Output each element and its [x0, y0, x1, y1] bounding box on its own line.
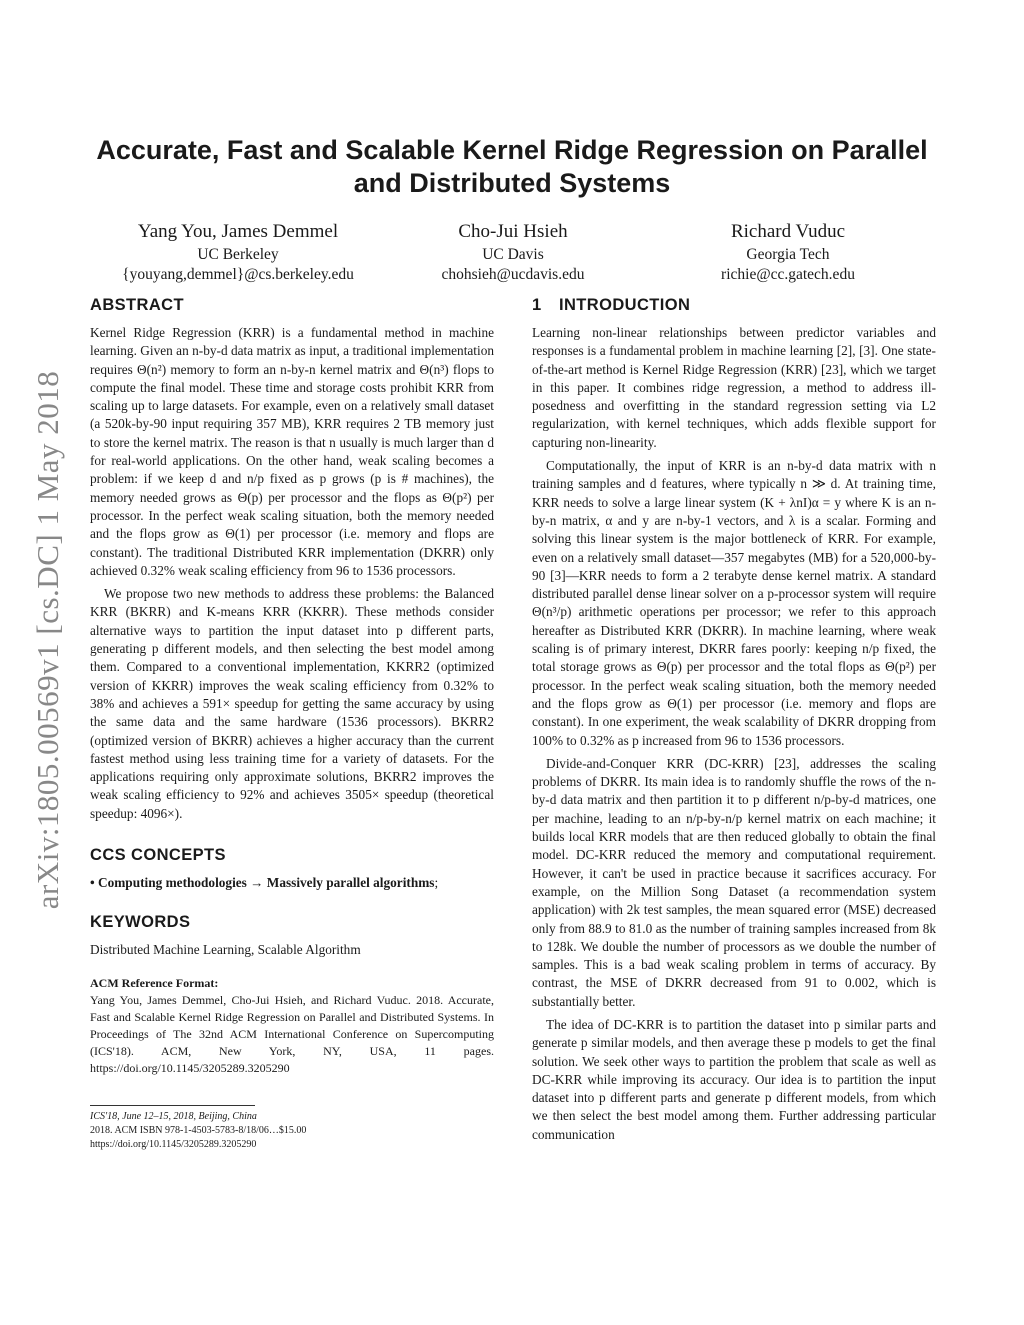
ccs-concept-text: • Computing methodologies → Massively parallel algorithms [90, 875, 435, 891]
section-title: INTRODUCTION [559, 296, 691, 314]
ccs-concepts [90, 874, 494, 892]
intro-paragraph: The idea of DC-KRR is to partition the dataset into p similar parts and generate p similar models, and then average these p models to get the final solution. We seek other ways to partition the problem that scale as well as DC-KRR while improving its accuracy. Our idea is to partition the input dataset into p different parts and generate p different models, from which we then select the best model among them. Further addressing particular communication [532, 1016, 936, 1142]
left-column [90, 295, 494, 1152]
abstract-paragraph: We propose two new methods to address these problems: the Balanced KRR (BKRR) and K-means KRR (KKRR). These methods consider alternative ways to partition the input dataset into p different parts, generating p different models, and then selecting the best model among them. Compared to a conventional implementation, KKRR2 (optimized version of KKRR) improves the weak scaling efficiency from 0.32% to 38% and achieves a 591× speedup for getting the same accuracy by using the same data and the same hardware (1536 processors). BKRR2 (optimized version of BKRR) achieves a higher accuracy than the current fastest method using less training time for a variety of datasets. For the applications requiring only approximate solutions, BKRR2 improves the weak scaling efficiency to 92% and achieves 3505× speedup (theoretical speedup: 4096×). [90, 586, 494, 821]
paper-title [80, 134, 944, 200]
author-email: richie@cc.gatech.edu [721, 266, 855, 283]
author-name: Yang You, James Demmel [137, 221, 339, 242]
section-number: 1 [532, 296, 542, 314]
author-name: Cho-Jui Hsieh [458, 221, 568, 242]
footnote-isbn: 2018. ACM ISBN 978-1-4503-5783-8/18/06…$15.00 [90, 1124, 307, 1136]
author-email: {youyang,demmel}@cs.berkeley.edu [122, 266, 354, 283]
author-name: Richard Vuduc [730, 221, 846, 242]
intro-paragraph: Computationally, the input of KRR is an n-by-d data matrix with n training samples and d features, where typically n ≫ d. At training time, KRR needs to solve a large linear system (K + λnI)α = y where K is an n-by-n matrix, α and y are n-by-1 vectors, and λ is a scalar. Forming and solving this linear system is the major bottleneck of KRR. For example, even on a relatively small dataset—357 megabytes (MB) for a 520,000-by-90 [3]—KRR needs to form a 2 terabyte dense kernel matrix. A standard distributed parallel dense linear solver on a p-processor system will require Θ(n³/p) arithmetic operations per processor; we refer to this approach hereafter as Distributed KRR (DKRR). In machine learning, where weak scaling is of primary interest, DKRR fares poorly: keeping n/p fixed, the total storage grows as Θ(p) per processor and the total flops as Θ(p²) per processor. In the perfect weak scaling situation, both the memory needed and the flops grow as Θ(1) per processor (i.e. memory and flops are constant). In one experiment, the weak scalability of DKRR dropping from 100% to 0.32% as p increased from 96 to 1536 processors. [532, 458, 936, 748]
author-email: chohsieh@ucdavis.edu [441, 266, 585, 283]
introduction-heading [532, 295, 936, 315]
author-block-1 [90, 220, 386, 285]
title-line-2: and Distributed Systems [353, 168, 671, 198]
keywords-text: Distributed Machine Learning, Scalable Algorithm [90, 942, 361, 958]
intro-paragraph: Learning non-linear relationships between predictor variables and responses is a fundamental problem in machine learning [2], [3]. One state-of-the-art method is Kernel Ridge Regression (KRR) [23], which we target in this paper. It combines ridge regression, a method to address ill-posedness and overfitting in the standard regression setting via L2 regularization, with kernel techniques, which adds flexible support for capturing non-linearity. [532, 325, 936, 450]
abstract-paragraph: Kernel Ridge Regression (KRR) is a fundamental method in machine learning. Given an n-by-d data matrix as input, a traditional implementation requires Θ(n²) memory to form an n-by-n kernel matrix and Θ(n³) flops to compute the final model. These time and storage costs prohibit KRR from scaling up to large datasets. For example, even on a relatively small dataset (a 520k-by-90 input requiring 357 MB), KRR requires 2 TB memory just to store the kernel matrix. The reason is that n usually is much larger than d for real-world applications. On the other hand, weak scaling becomes a problem: if we keep d and n/p fixed as p grows (p is # machines), the memory needed grows as Θ(p) per processor and the flops as Θ(p²) per processor. In the perfect weak scaling situation, both the memory needed and the flops grow as Θ(1) per processor (i.e. memory and flops are constant). The traditional Distributed KRR implementation (DKRR) only achieved 0.32% weak scaling efficiency from 96 to 1536 processors. [90, 325, 494, 578]
footnote-doi[interactable]: https://doi.org/10.1145/3205289.3205290 [90, 1138, 257, 1150]
title-line-1: Accurate, Fast and Scalable Kernel Ridge Regression on Parallel [96, 135, 928, 165]
ccs-concept-tail: ; [434, 875, 439, 891]
footnote-venue-text: ICS'18, June 12–15, 2018, Beijing, China [90, 1110, 257, 1122]
author-block-3 [688, 220, 888, 285]
intro-paragraph: Divide-and-Conquer KRR (DC-KRR) [23], addresses the scaling problems of DKRR. Its main idea is to randomly shuffle the rows of the n-by-d data matrix and then partition it to p different n/p-by-d matrices, one per machine, leading to an n/p-by-n/p kernel matrix on each machine; it builds local KRR models that are then reduced globally to obtain the final model. DC-KRR reduced the memory and computational requirement. However, it can't be used in practice because it sacrifices accuracy. For example, on the Million Song Dataset (a recommendation system application) with 2k test samples, the mean squared error (MSE) decreased only from 88.9 to 81.0 as the number of training samples increased from 8k to 128k. We double the number of processors as we double the number of samples. This is a bad weak scaling problem in terms of accuracy. By contrast, the MSE of DKRR decreased from 91 to 0.002, which is substantially better. [532, 755, 936, 1009]
footnote-divider [90, 1105, 255, 1106]
author-block-2 [403, 220, 623, 285]
author-affiliation: UC Davis [482, 246, 544, 263]
arxiv-stamp-text: arXiv:1805.00569v1 [cs.DC] 1 May 2018 [30, 370, 65, 910]
footnote-venue [90, 1110, 494, 1124]
keywords-heading: KEYWORDS [90, 913, 191, 932]
acm-reference-text: Yang You, James Demmel, Cho-Jui Hsieh, and Richard Vuduc. 2018. Accurate, Fast and Scalable Kernel Ridge Regression on Parallel and Distributed Systems. In Proceedings of The 32nd ACM International Conference on Supercomputing (ICS'18). ACM, New York, NY, USA, 11 pages. https://doi.org/10.1145/3205289.3205290 [90, 992, 494, 1075]
arxiv-stamp [28, 340, 68, 940]
right-column [532, 295, 936, 1144]
abstract-heading: ABSTRACT [90, 296, 184, 314]
author-affiliation: UC Berkeley [197, 246, 279, 263]
ccs-heading: CCS CONCEPTS [90, 846, 226, 865]
acm-reference-label: ACM Reference Format: [90, 975, 219, 990]
author-affiliation: Georgia Tech [746, 246, 830, 263]
